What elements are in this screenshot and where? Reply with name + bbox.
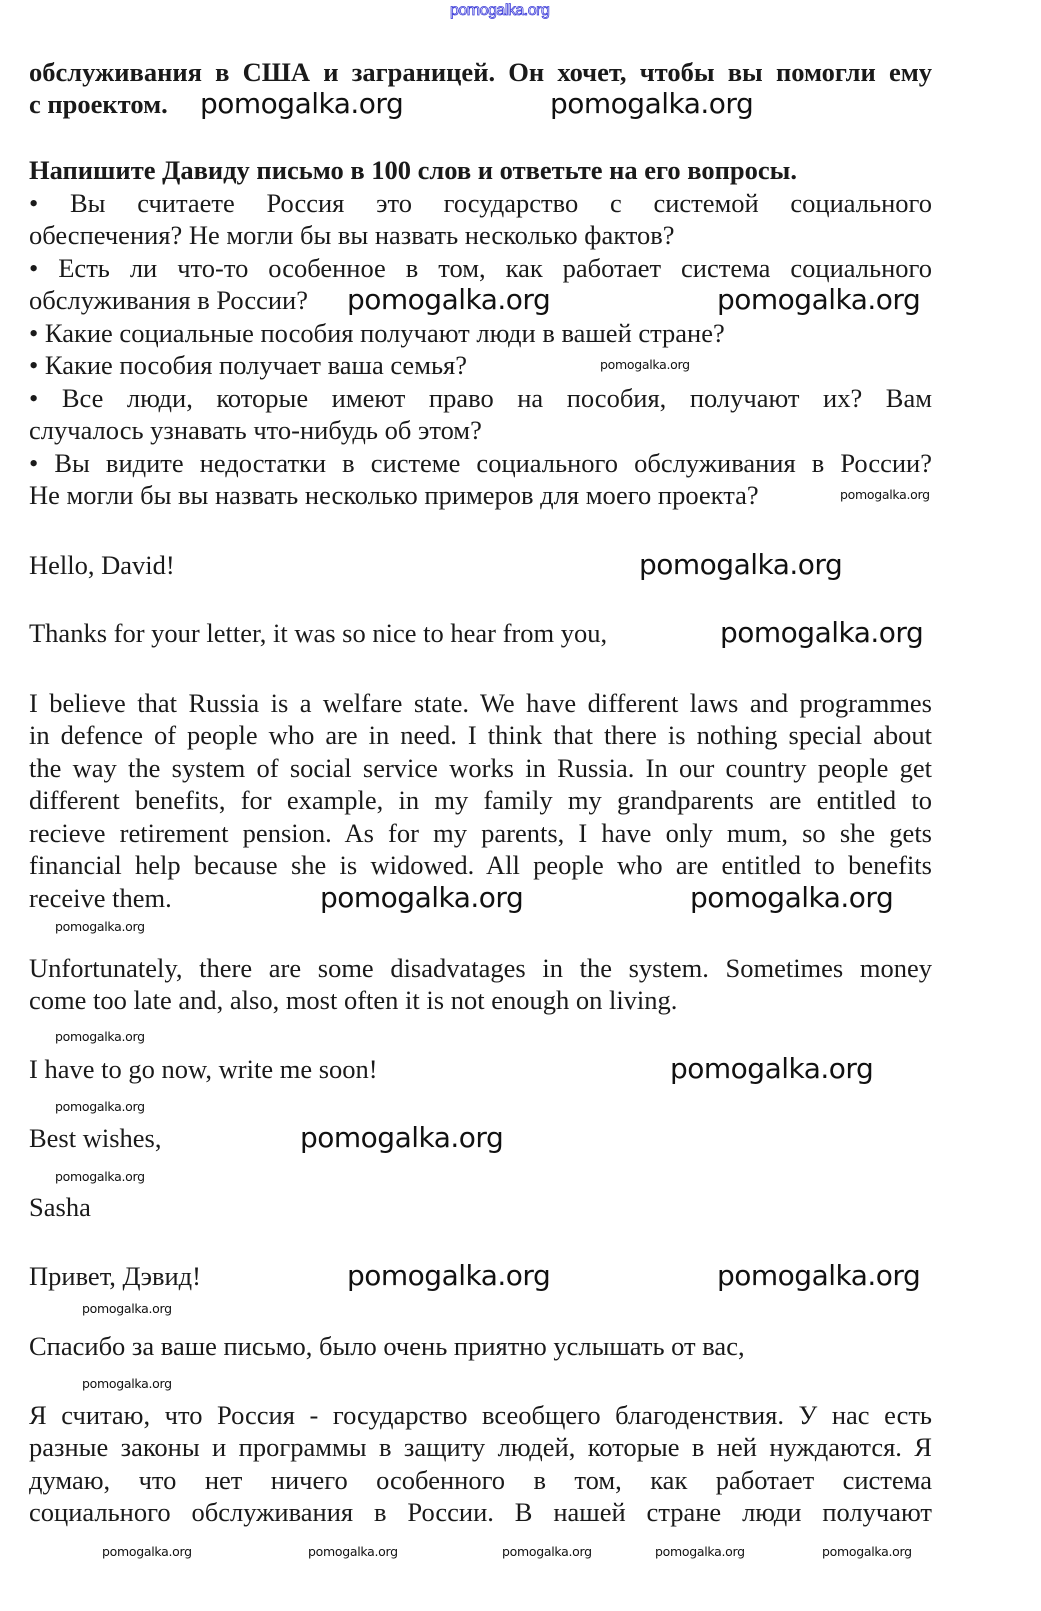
watermark: pomogalka.org	[720, 616, 924, 649]
watermark-small: pomogalka.org	[600, 357, 690, 372]
watermark: pomogalka.org	[717, 1259, 921, 1292]
watermark-small: pomogalka.org	[82, 1376, 172, 1391]
question-line: случалось узнавать что-нибудь об этом?	[29, 415, 482, 445]
watermark: pomogalka.org	[690, 881, 894, 914]
question-line: • Все люди, которые имеют право на пособия, получают их? Вам	[29, 383, 932, 413]
signoff-en: Best wishes,	[29, 1123, 162, 1153]
watermark-small: pomogalka.org	[82, 1301, 172, 1316]
watermark: pomogalka.org	[550, 87, 754, 120]
para-line: социального обслуживания в России. В нашей стране люди получают	[29, 1497, 932, 1527]
question-line: обеспечения? Не могли бы вы назвать несколько фактов?	[29, 220, 675, 250]
para-line: different benefits, for example, in my family my grandparents are entitled to	[29, 785, 932, 815]
task-line: обслуживания в США и заграницей. Он хочет, чтобы вы помогли ему	[29, 57, 932, 87]
question-line: • Какие социальные пособия получают люди в вашей стране?	[29, 318, 725, 348]
watermark-small: pomogalka.org	[822, 1544, 912, 1559]
watermark-small: pomogalka.org	[308, 1544, 398, 1559]
para-line: recieve retirement pension. As for my parents, I have only mum, so she gets	[29, 818, 932, 848]
watermark-small: pomogalka.org	[55, 1169, 145, 1184]
para-line: financial help because she is widowed. All people who are entitled to benefits	[29, 850, 932, 880]
thanks-ru: Спасибо за ваше письмо, было очень приятно услышать от вас,	[29, 1331, 745, 1361]
task-line: с проектом.	[29, 89, 168, 119]
watermark: pomogalka.org	[200, 87, 404, 120]
task-heading: Напишите Давиду письмо в 100 слов и ответьте на его вопросы.	[29, 155, 797, 185]
watermark: pomogalka.org	[670, 1052, 874, 1085]
watermark: pomogalka.org	[717, 283, 921, 316]
watermark-small: pomogalka.org	[655, 1544, 745, 1559]
watermark-small: pomogalka.org	[502, 1544, 592, 1559]
para-line: come too late and, also, most often it is not enough on living.	[29, 985, 678, 1015]
greeting-ru: Привет, Дэвид!	[29, 1261, 201, 1291]
watermark-small: pomogalka.org	[55, 1029, 145, 1044]
question-line: обслуживания в России?	[29, 285, 308, 315]
watermark-small: pomogalka.org	[55, 919, 145, 934]
closing-en: I have to go now, write me soon!	[29, 1054, 378, 1084]
para-line: in defence of people who are in need. I think that there is nothing special about	[29, 720, 932, 750]
watermark-small: pomogalka.org	[840, 487, 930, 502]
thanks-en: Thanks for your letter, it was so nice to hear from you,	[29, 618, 608, 648]
para-line: I believe that Russia is a welfare state. We have different laws and programmes	[29, 688, 932, 718]
question-line: • Какие пособия получает ваша семья?	[29, 350, 468, 380]
para-line: receive them.	[29, 883, 172, 913]
para-line: Я считаю, что Россия - государство всеобщего благоденствия. У нас есть	[29, 1400, 932, 1430]
watermark: pomogalka.org	[347, 1259, 551, 1292]
question-line: • Есть ли что-то особенное в том, как работает система социального	[29, 253, 932, 283]
watermark-small: pomogalka.org	[102, 1544, 192, 1559]
question-line: Не могли бы вы назвать несколько примеров для моего проекта?	[29, 480, 759, 510]
para-line: разные законы и программы в защиту людей, которые в ней нуждаются. Я	[29, 1432, 932, 1462]
watermark: pomogalka.org	[300, 1121, 504, 1154]
para-line: думаю, что нет ничего особенного в том, как работает система	[29, 1465, 932, 1495]
watermark-small: pomogalka.org	[55, 1099, 145, 1114]
header-watermark[interactable]: pomogalka.org	[450, 2, 550, 19]
question-line: • Вы считаете Россия это государство с системой социального	[29, 188, 932, 218]
para-line: Unfortunately, there are some disadvatages in the system. Sometimes money	[29, 953, 932, 983]
para-line: the way the system of social service works in Russia. In our country people get	[29, 753, 932, 783]
question-line: • Вы видите недостатки в системе социального обслуживания в России?	[29, 448, 932, 478]
watermark: pomogalka.org	[639, 548, 843, 581]
signature-en: Sasha	[29, 1192, 91, 1222]
greeting-en: Hello, David!	[29, 550, 175, 580]
watermark: pomogalka.org	[347, 283, 551, 316]
watermark: pomogalka.org	[320, 881, 524, 914]
